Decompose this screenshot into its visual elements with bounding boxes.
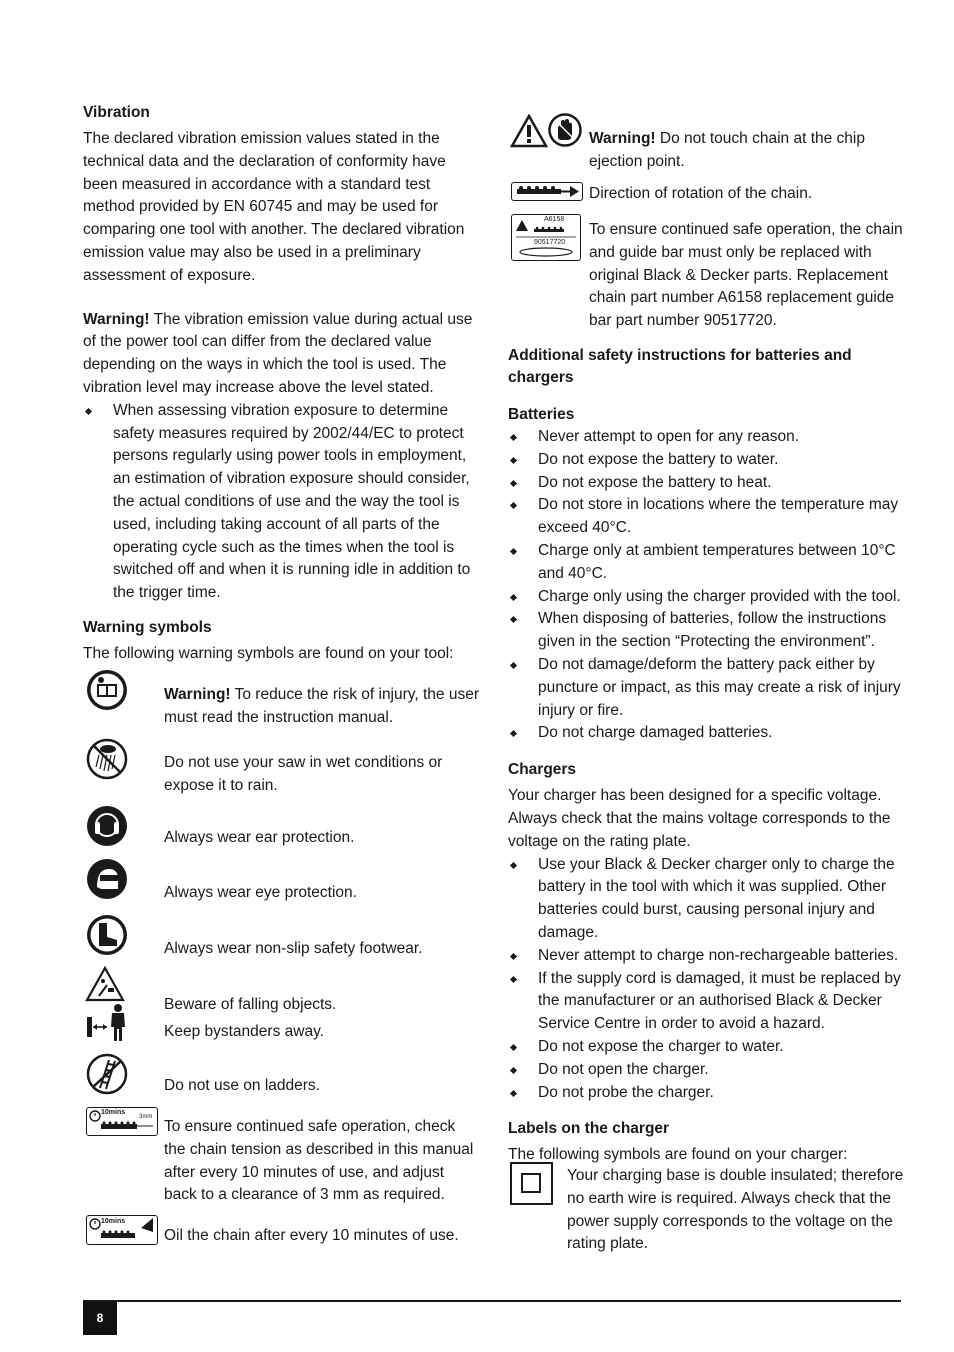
chain-tension-icon — [86, 1107, 158, 1136]
chain-tension-text: To ensure continued safe operation, check the chain tension as described in this manual after every 10 minutes of use, and adjust back to a clearance of 3 mm as required. — [164, 1118, 474, 1204]
replacement-parts-icon — [511, 214, 581, 261]
eye-protection-text: Always wear eye protection. — [164, 884, 357, 901]
left-column — [83, 102, 478, 666]
double-insulated-icon — [510, 1162, 553, 1205]
warning-label: Warning! — [83, 310, 150, 328]
footer-rule — [83, 1300, 901, 1302]
list-item: Do not expose the battery to heat. — [508, 472, 904, 495]
list-item: Charge only using the charger provided with the tool. — [508, 586, 904, 609]
list-item: When disposing of batteries, follow the instructions given in the section “Protecting the environment”. — [508, 608, 904, 654]
batteries-list — [508, 426, 904, 745]
list-item: Never attempt to charge non-rechargeable batteries. — [508, 945, 904, 968]
symbols-intro: The following warning symbols are found on your tool: — [83, 644, 454, 662]
oil-chain-text: Oil the chain after every 10 minutes of use. — [164, 1227, 459, 1244]
list-item: Do not store in locations where the temperature may exceed 40°C. — [508, 494, 904, 540]
bar-code-label: 90517720 — [534, 239, 566, 246]
no-ladders-text: Do not use on ladders. — [164, 1077, 320, 1094]
vibration-warning-text: The vibration emission value during actual use of the power tool can differ from the declared value depending on the ways in which the tool is used. The vibration level may increase above the level stated. — [83, 310, 473, 396]
chain-code-label: A6158 — [544, 216, 565, 223]
list-item: Do not probe the charger. — [508, 1082, 904, 1105]
list-item: When assessing vibration exposure to determine safety measures required by 2002/44/EC to protect persons regularly using power tools in employment, an estimation of vibration exposure should consider, the actual conditions of use and the way the tool is used, including taking account of all parts of the operating cycle such as the times when the tool is switched off and when it is running idle in addition to the trigger time. — [83, 400, 478, 605]
eye-protection-icon — [85, 857, 129, 909]
labels-heading: Labels on the charger — [508, 1120, 670, 1138]
ear-protection-text: Always wear ear protection. — [164, 829, 355, 846]
list-item: Do not charge damaged batteries. — [508, 722, 904, 745]
list-item: Use your Black & Decker charger only to charge the battery in the tool with which it was supplied. Other batteries could burst, causing personal injury and damage. — [508, 854, 904, 945]
replacement-text: To ensure continued safe operation, the chain and guide bar must only be replaced with original Black & Decker parts. Replacement chain part number A6158 replacement guide bar part number 90517720. — [589, 221, 903, 330]
vibration-bullet-list — [83, 400, 478, 605]
symbols-heading: Warning symbols — [83, 618, 212, 636]
chargers-intro: Your charger has been designed for a specific voltage. Always check that the mains voltage corresponds to the voltage on the rating plate. — [508, 787, 891, 850]
batteries-heading: Batteries — [508, 406, 575, 423]
no-rain-icon — [85, 737, 129, 789]
right-column — [508, 345, 904, 1167]
vibration-heading: Vibration — [83, 104, 150, 121]
list-item: If the supply cord is damaged, it must be replaced by the manufacturer or an authorised Black & Decker Service Centre in order to avoid a hazard. — [508, 968, 904, 1036]
list-item: Never attempt to open for any reason. — [508, 426, 904, 449]
ten-mins-label: 10mins — [101, 1218, 126, 1225]
safety-footwear-text: Always wear non-slip safety footwear. — [164, 940, 423, 957]
bystanders-icon — [85, 1003, 129, 1051]
chargers-heading: Chargers — [508, 761, 577, 779]
no-ladders-icon — [85, 1052, 129, 1104]
list-item: Do not damage/deform the battery pack either by puncture or impact, as this may create a risk of injury injury or fire. — [508, 654, 904, 722]
double-insulated-text: Your charging base is double insulated; therefore no earth wire is required. Always check that the power supply corresponds to the voltage on the rating plate. — [567, 1167, 904, 1253]
additional-safety-heading: Additional safety instructions for batteries and chargers — [508, 347, 852, 386]
labels-intro: The following symbols are found on your charger: — [508, 1146, 848, 1164]
ear-protection-icon — [85, 804, 129, 856]
warning-triangle-icon — [510, 114, 548, 156]
falling-objects-text: Beware of falling objects. — [164, 996, 337, 1013]
list-item: Do not expose the charger to water. — [508, 1036, 904, 1059]
ten-mins-label: 10mins — [101, 1109, 126, 1116]
page-number: 8 — [83, 1301, 117, 1335]
three-mm-label: 3mm — [139, 1114, 153, 1120]
rotation-text: Direction of rotation of the chain. — [589, 185, 813, 202]
list-item: Charge only at ambient temperatures between 10°C and 40°C. — [508, 540, 904, 586]
bystanders-text: Keep bystanders away. — [164, 1023, 324, 1040]
chain-rotation-icon — [511, 182, 583, 201]
vibration-paragraph: The declared vibration emission values stated in the technical data and the declaration of conformity have been measured in accordance with a standard test method provided by EN 60745 and may be used for comparing one tool with another. The declared vibration emission value may also be used in a preliminary assessment of exposure. — [83, 130, 465, 284]
read-manual-text: Warning! To reduce the risk of injury, the user must read the instruction manual. — [164, 686, 480, 726]
chargers-list — [508, 854, 904, 1105]
oil-chain-icon — [86, 1215, 158, 1245]
chip-warning-text: Warning! Do not touch chain at the chip ejection point. — [589, 130, 865, 170]
list-item: Do not expose the battery to water. — [508, 449, 904, 472]
read-manual-icon — [85, 668, 129, 720]
no-touch-hand-icon — [548, 113, 582, 155]
vibration-warning-paragraph — [83, 309, 478, 400]
no-rain-text: Do not use your saw in wet conditions or expose it to rain. — [164, 754, 443, 794]
safety-footwear-icon — [85, 913, 129, 965]
list-item: Do not open the charger. — [508, 1059, 904, 1082]
